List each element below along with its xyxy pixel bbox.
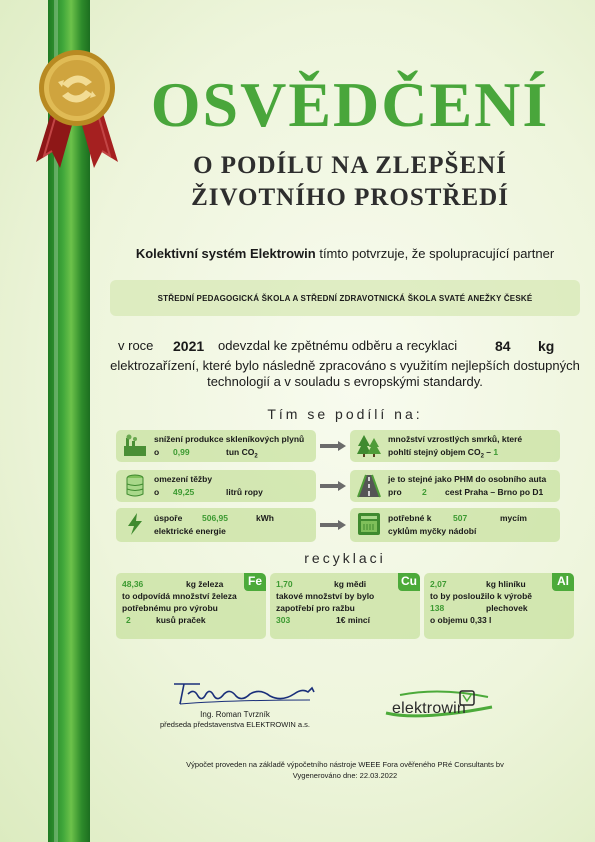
- aluminium-symbol: Al: [552, 573, 574, 591]
- dishwasher-unit: mycím: [500, 513, 527, 523]
- energy-label: úspoře: [154, 513, 183, 523]
- iron-count-unit: kusů praček: [156, 615, 206, 625]
- iron-symbol: Fe: [244, 573, 266, 591]
- copper-symbol: Cu: [398, 573, 420, 591]
- arrow-right-icon: [320, 520, 346, 530]
- copper-count-unit: 1€ mincí: [336, 615, 371, 625]
- aluminium-recycling-box: [424, 573, 574, 639]
- dishwasher-line-2: cyklům myčky nádobí: [388, 526, 477, 536]
- copper-count: 303: [276, 615, 291, 625]
- gold-seal-icon: [22, 40, 132, 170]
- energy-saving-box: [116, 508, 316, 542]
- subtitle-line-2: ŽIVOTNÍHO PROSTŘEDÍ: [191, 184, 509, 211]
- factory-icon: [122, 434, 148, 458]
- energy-unit: kWh: [256, 513, 274, 523]
- greenhouse-unit-text: tun CO: [226, 447, 255, 457]
- copper-line-2: takové množství by bylo: [276, 591, 375, 601]
- year-prefix: v roce: [118, 338, 154, 353]
- aluminium-value: 2,07: [430, 579, 447, 589]
- mining-value: 49,25: [173, 487, 195, 497]
- mining-prefix: o: [154, 487, 160, 497]
- spruce-trees-icon: [356, 434, 382, 458]
- organization-name: Kolektivní systém Elektrowin: [135, 246, 316, 261]
- signer-role: předseda představenstva ELEKTROWIN a.s.: [159, 720, 311, 729]
- signer-name: Ing. Roman Tvrzník: [200, 710, 270, 719]
- greenhouse-prefix: o: [154, 447, 160, 457]
- mining-label: omezení těžby: [154, 474, 213, 484]
- greenhouse-value: 0,99: [173, 447, 190, 457]
- copper-unit: kg mědi: [334, 579, 367, 589]
- signature-image: [170, 680, 330, 706]
- year-middle: odevzdal ke zpětnému odběru a recyklaci: [218, 338, 458, 353]
- car-fuel-prefix: pro: [388, 487, 402, 497]
- footer-calculation-note: Výpočet proveden na základě výpočetního nástroje WEEE Fora ověřeného PRé Consultants bv: [186, 760, 504, 769]
- subtitle-line-1: O PODÍLU NA ZLEPŠENÍ: [193, 152, 507, 179]
- aluminium-line-2: to by posloužilo k výrobě: [430, 591, 533, 601]
- dishwasher-box: [350, 508, 560, 542]
- spruce-line-2-text: pohltí stejný objem CO: [388, 447, 481, 457]
- year-line: [110, 338, 580, 358]
- copper-recycling-box: [270, 573, 420, 639]
- shares-heading: Tím se podílí na:: [267, 406, 423, 422]
- iron-value: 48,36: [122, 579, 144, 589]
- greenhouse-label: snížení produkce skleníkových plynů: [154, 434, 305, 444]
- iron-count: 2: [126, 615, 131, 625]
- logo-text: elektrowin: [392, 700, 467, 717]
- year-value: 2021: [173, 338, 205, 354]
- mining-unit: litrů ropy: [226, 487, 263, 497]
- mining-reduction-box: [116, 470, 316, 502]
- greenhouse-reduction-box: [116, 430, 316, 462]
- aluminium-unit: kg hliníku: [486, 579, 526, 589]
- dishwasher-value: 507: [453, 513, 468, 523]
- recycling-heading: recyklaci: [304, 550, 386, 566]
- partner-name: STŘEDNÍ PEDAGOGICKÁ ŠKOLA A STŘEDNÍ ZDRAVOTNICKÁ ŠKOLA SVATÉ ANEŽKY ČESKÉ: [157, 293, 533, 303]
- spruce-line-2-sub: 2: [480, 453, 484, 460]
- iron-unit: kg železa: [186, 579, 224, 589]
- aluminium-line-4: o objemu 0,33 l: [430, 615, 492, 625]
- signer-block: [150, 710, 320, 730]
- arrow-right-icon: [320, 481, 346, 491]
- aluminium-count-unit: plechovek: [486, 603, 528, 613]
- greenhouse-unit-sub: 2: [254, 453, 258, 460]
- spruce-value: 1: [493, 447, 499, 457]
- arrow-right-icon: [320, 441, 346, 451]
- amount-unit: kg: [538, 338, 555, 354]
- confirmation-text: [110, 246, 580, 261]
- certificate-title: OSVĚDČENÍ: [150, 69, 550, 140]
- aluminium-count: 138: [430, 603, 445, 613]
- iron-line-3: potřebnému pro výrobu: [122, 603, 218, 613]
- oil-barrel-icon: [122, 474, 148, 498]
- spruce-line-2: [388, 447, 498, 463]
- car-fuel-value: 2: [422, 487, 427, 497]
- iron-line-2: to odpovídá množství železa: [122, 591, 237, 601]
- energy-line-2: elektrické energie: [154, 526, 226, 536]
- body-text: elektrozařízení, které bylo následně zpracováno s využitím nejlepších dostupných technologií a v souladu s evropskými standardy.: [110, 358, 580, 389]
- car-fuel-line-1: je to stejné jako PHM do osobního auta: [388, 474, 547, 484]
- energy-value: 506,95: [202, 513, 228, 523]
- copper-line-3: zapotřebí pro ražbu: [276, 603, 355, 613]
- copper-value: 1,70: [276, 579, 293, 589]
- iron-recycling-box: [116, 573, 266, 639]
- footer: [110, 759, 580, 781]
- dishwasher-label: potřebné k: [388, 513, 432, 523]
- car-fuel-route: cest Praha – Brno po D1: [445, 487, 544, 497]
- lightning-icon: [122, 512, 148, 536]
- certificate-subtitle: [120, 150, 580, 214]
- footer-generated-date: Vygenerováno dne: 22.03.2022: [292, 771, 398, 780]
- confirmation-rest: tímto potvrzuje, že spolupracující partner: [315, 246, 555, 261]
- dishwasher-icon: [356, 512, 382, 536]
- spruce-line-1: množství vzrostlých smrků, které: [388, 434, 523, 444]
- amount-value: 84: [495, 338, 511, 354]
- spruce-dash: –: [483, 447, 491, 457]
- greenhouse-unit: [226, 447, 258, 463]
- spruce-trees-box: [350, 430, 560, 462]
- car-fuel-box: [350, 470, 560, 502]
- road-icon: [356, 474, 382, 498]
- partner-name-box: [110, 280, 580, 316]
